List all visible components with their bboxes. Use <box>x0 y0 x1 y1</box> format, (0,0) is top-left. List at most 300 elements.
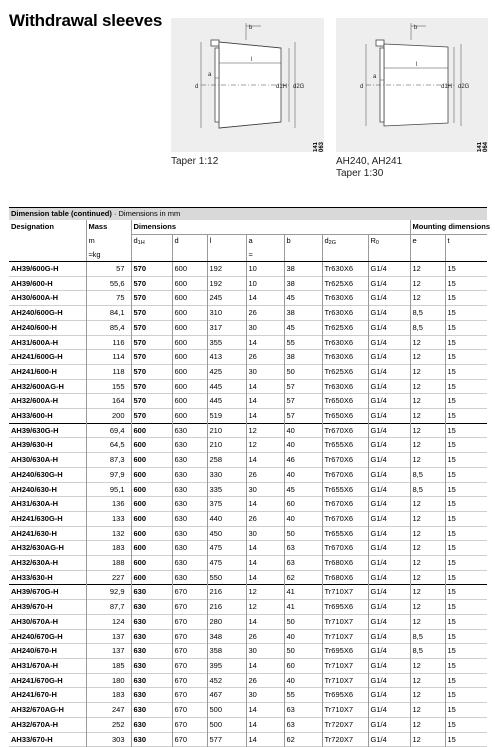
figure-caption: Taper 1:12 <box>171 156 219 167</box>
label-d: d <box>195 84 199 90</box>
cell-b: 45 <box>284 482 322 497</box>
cell-d: 630 <box>172 570 207 585</box>
col-d: d <box>172 235 207 250</box>
table-row <box>9 614 487 629</box>
cell-d2G: Tr670X6 <box>322 541 368 556</box>
cell-designation: AH33/630-H <box>11 572 53 582</box>
table-row <box>9 526 487 541</box>
cell-d2G: Tr710X7 <box>322 703 368 718</box>
cell-mass: 155 <box>86 379 131 394</box>
cell-d: 600 <box>172 262 207 277</box>
cell-d1H: 570 <box>131 262 172 277</box>
cell-t: 15 <box>445 291 487 306</box>
table-row <box>9 394 487 409</box>
table-row <box>9 467 487 482</box>
cell-designation: AH32/630AG-H <box>11 543 64 553</box>
cell-t: 15 <box>445 673 487 688</box>
cell-b: 38 <box>284 276 322 291</box>
figure-caption: AH240, AH241 Taper 1:30 <box>336 156 403 179</box>
cell-d1H: 600 <box>131 497 172 512</box>
table-row <box>9 556 487 571</box>
cell-a: 12 <box>246 600 284 615</box>
cell-b: 38 <box>284 306 322 321</box>
cell-a: 30 <box>246 364 284 379</box>
cell-d: 600 <box>172 379 207 394</box>
cell-b: 50 <box>284 526 322 541</box>
cell-a: 12 <box>246 438 284 453</box>
cell-e: 12 <box>410 688 445 703</box>
cell-d: 630 <box>172 482 207 497</box>
table-row <box>9 717 487 732</box>
cell-d1H: 630 <box>131 673 172 688</box>
cell-l: 310 <box>207 306 246 321</box>
cell-a: 14 <box>246 570 284 585</box>
cell-d2G: Tr695X6 <box>322 644 368 659</box>
cell-a: 14 <box>246 717 284 732</box>
cell-b: 45 <box>284 320 322 335</box>
cell-mass: 124 <box>86 614 131 629</box>
cell-d1H: 600 <box>131 541 172 556</box>
cell-d1H: 630 <box>131 658 172 673</box>
cell-designation: AH39/600G-H <box>11 264 59 273</box>
cell-t: 15 <box>445 703 487 718</box>
cell-e: 12 <box>410 262 445 277</box>
cell-d: 600 <box>172 409 207 424</box>
cell-R0: G1/4 <box>368 262 410 277</box>
cell-R0: G1/4 <box>368 600 410 615</box>
cell-a: 14 <box>246 453 284 468</box>
cell-l: 440 <box>207 511 246 526</box>
cell-d: 600 <box>172 320 207 335</box>
cell-mass: 116 <box>86 335 131 350</box>
cell-l: 210 <box>207 423 246 438</box>
cell-a: 14 <box>246 409 284 424</box>
cell-R0: G1/4 <box>368 350 410 365</box>
cell-mass: 69,4 <box>86 423 131 438</box>
cell-d: 600 <box>172 394 207 409</box>
cell-t: 15 <box>445 585 487 600</box>
cell-a: 30 <box>246 526 284 541</box>
cell-R0: G1/4 <box>368 629 410 644</box>
dimension-table <box>9 207 491 747</box>
cell-b: 55 <box>284 335 322 350</box>
cell-R0: G1/4 <box>368 673 410 688</box>
cell-t: 15 <box>445 717 487 732</box>
table-row <box>9 629 487 644</box>
cell-d2G: Tr655X6 <box>322 526 368 541</box>
sleeve-cross-section-drawing <box>171 18 324 152</box>
cell-designation: AH240/600G-H <box>11 308 63 318</box>
cell-mass: 303 <box>86 732 131 747</box>
cell-a: 14 <box>246 291 284 306</box>
cell-b: 40 <box>284 467 322 482</box>
cell-b: 63 <box>284 556 322 571</box>
cell-d: 600 <box>172 350 207 365</box>
cell-d2G: Tr650X6 <box>322 409 368 424</box>
cell-l: 216 <box>207 600 246 615</box>
cell-d2G: Tr710X7 <box>322 614 368 629</box>
cell-e: 12 <box>410 379 445 394</box>
cell-e: 12 <box>410 600 445 615</box>
cell-l: 375 <box>207 497 246 512</box>
cell-b: 40 <box>284 673 322 688</box>
cell-d1H: 630 <box>131 703 172 718</box>
cell-b: 50 <box>284 644 322 659</box>
col-a-approx: ≈ <box>246 249 284 262</box>
cell-l: 452 <box>207 673 246 688</box>
table-row <box>9 511 487 526</box>
cell-b: 40 <box>284 629 322 644</box>
cell-R0: G1/4 <box>368 423 410 438</box>
cell-e: 12 <box>410 541 445 556</box>
cell-d: 670 <box>172 585 207 600</box>
table-row <box>9 423 487 438</box>
cell-a: 14 <box>246 658 284 673</box>
label-l: l <box>416 62 418 68</box>
cell-d: 670 <box>172 673 207 688</box>
cell-d: 630 <box>172 438 207 453</box>
cell-d: 600 <box>172 335 207 350</box>
cell-l: 210 <box>207 438 246 453</box>
cell-l: 348 <box>207 629 246 644</box>
cell-b: 40 <box>284 438 322 453</box>
cell-e: 8,5 <box>410 629 445 644</box>
cell-mass: 55,6 <box>86 276 131 291</box>
table-row <box>9 320 487 335</box>
cell-mass: 132 <box>86 526 131 541</box>
cell-t: 15 <box>445 658 487 673</box>
cell-e: 12 <box>410 423 445 438</box>
cell-t: 15 <box>445 511 487 526</box>
cell-b: 57 <box>284 394 322 409</box>
cell-t: 15 <box>445 467 487 482</box>
cell-R0: G1/4 <box>368 526 410 541</box>
cell-d2G: Tr630X6 <box>322 291 368 306</box>
cell-designation: AH39/600-H <box>11 278 53 288</box>
cell-d: 630 <box>172 556 207 571</box>
cell-designation: AH32/600AG-H <box>11 381 64 391</box>
cell-b: 62 <box>284 732 322 747</box>
col-designation: Designation <box>11 222 54 231</box>
cell-designation: AH32/670AG-H <box>11 705 64 715</box>
table-row <box>9 658 487 673</box>
cell-d2G: Tr710X7 <box>322 673 368 688</box>
cell-b: 40 <box>284 511 322 526</box>
cell-R0: G1/4 <box>368 394 410 409</box>
label-a: a <box>373 74 377 80</box>
cell-d1H: 570 <box>131 409 172 424</box>
cell-designation: AH33/600-H <box>11 411 53 421</box>
cell-t: 15 <box>445 732 487 747</box>
cell-d: 630 <box>172 453 207 468</box>
col-R0: $R_0$ <box>368 235 410 250</box>
cell-mass: 114 <box>86 350 131 365</box>
table-row <box>9 364 487 379</box>
cell-d1H: 600 <box>131 556 172 571</box>
cell-l: 550 <box>207 570 246 585</box>
cell-e: 12 <box>410 364 445 379</box>
cell-designation: AH39/670-H <box>11 602 53 612</box>
cell-R0: G1/4 <box>368 585 410 600</box>
cell-t: 15 <box>445 453 487 468</box>
cell-designation: AH30/630A-H <box>11 455 59 465</box>
cell-R0: G1/4 <box>368 541 410 556</box>
cell-d1H: 600 <box>131 511 172 526</box>
cell-e: 12 <box>410 409 445 424</box>
cell-l: 335 <box>207 482 246 497</box>
cell-d: 600 <box>172 364 207 379</box>
cell-mass: 75 <box>86 291 131 306</box>
cell-mass: 164 <box>86 394 131 409</box>
cell-mass: 188 <box>86 556 131 571</box>
cell-mass: 136 <box>86 497 131 512</box>
cell-d2G: Tr655X6 <box>322 482 368 497</box>
cell-e: 12 <box>410 526 445 541</box>
cell-e: 12 <box>410 394 445 409</box>
cell-l: 413 <box>207 350 246 365</box>
cell-a: 12 <box>246 423 284 438</box>
cell-t: 15 <box>445 614 487 629</box>
page-title: Withdrawal sleeves <box>9 11 163 30</box>
cell-d: 630 <box>172 467 207 482</box>
cell-e: 12 <box>410 497 445 512</box>
cell-mass: 95,1 <box>86 482 131 497</box>
label-d2G: d2G <box>293 84 305 90</box>
cell-d: 600 <box>172 291 207 306</box>
cell-designation: AH30/600A-H <box>11 293 59 303</box>
cell-designation: AH241/670-H <box>11 690 57 700</box>
cell-e: 12 <box>410 453 445 468</box>
table-row <box>9 350 487 365</box>
cell-designation: AH39/670G-H <box>9 585 86 600</box>
cell-d1H: 570 <box>131 394 172 409</box>
cell-d1H: 630 <box>131 688 172 703</box>
cell-d2G: Tr670X6 <box>322 497 368 512</box>
cell-t: 15 <box>445 526 487 541</box>
cell-d2G: Tr630X6 <box>322 262 368 277</box>
cell-d: 670 <box>172 732 207 747</box>
cell-a: 26 <box>246 306 284 321</box>
cell-d: 630 <box>172 497 207 512</box>
cell-R0: G1/4 <box>368 467 410 482</box>
cell-t: 15 <box>445 379 487 394</box>
cell-b: 45 <box>284 291 322 306</box>
cell-d: 630 <box>172 541 207 556</box>
cell-R0: G1/4 <box>368 306 410 321</box>
cell-d: 670 <box>172 717 207 732</box>
cell-a: 14 <box>246 556 284 571</box>
cell-t: 15 <box>445 335 487 350</box>
cell-d: 670 <box>172 600 207 615</box>
cell-d: 600 <box>172 276 207 291</box>
table-row <box>9 276 487 291</box>
cell-e: 8,5 <box>410 320 445 335</box>
cell-d2G: Tr710X7 <box>322 629 368 644</box>
label-d2G: d2G <box>458 84 470 90</box>
cell-t: 15 <box>445 262 487 277</box>
cell-a: 10 <box>246 276 284 291</box>
col-d1H: $d_{1H}$ <box>131 235 172 250</box>
cell-designation: AH32/630A-H <box>11 558 59 568</box>
cell-designation: AH241/670G-H <box>11 675 63 685</box>
cell-l: 445 <box>207 379 246 394</box>
cell-R0: G1/4 <box>368 703 410 718</box>
cell-d1H: 600 <box>131 453 172 468</box>
cell-R0: G1/4 <box>368 409 410 424</box>
cell-designation: AH240/630G-H <box>11 469 63 479</box>
table-row <box>9 438 487 453</box>
cell-t: 15 <box>445 438 487 453</box>
cell-t: 15 <box>445 409 487 424</box>
cell-d1H: 570 <box>131 335 172 350</box>
cell-l: 317 <box>207 320 246 335</box>
cell-a: 12 <box>246 585 284 600</box>
cell-designation: AH30/670A-H <box>11 616 59 626</box>
cell-d1H: 630 <box>131 732 172 747</box>
cell-l: 216 <box>207 585 246 600</box>
cell-l: 500 <box>207 717 246 732</box>
cell-d1H: 600 <box>131 438 172 453</box>
cell-a: 30 <box>246 688 284 703</box>
cell-b: 63 <box>284 703 322 718</box>
col-b: b <box>284 235 322 250</box>
cell-R0: G1/4 <box>368 453 410 468</box>
cell-e: 12 <box>410 511 445 526</box>
cell-d1H: 570 <box>131 291 172 306</box>
cell-t: 15 <box>445 350 487 365</box>
cell-e: 12 <box>410 438 445 453</box>
cell-R0: G1/4 <box>368 291 410 306</box>
cell-d1H: 570 <box>131 379 172 394</box>
cell-d2G: Tr625X6 <box>322 364 368 379</box>
cell-R0: G1/4 <box>368 482 410 497</box>
cell-e: 8,5 <box>410 482 445 497</box>
cell-b: 60 <box>284 497 322 512</box>
cell-t: 15 <box>445 688 487 703</box>
table-row <box>9 703 487 718</box>
cell-l: 258 <box>207 453 246 468</box>
label-d1H: d1H <box>441 84 453 90</box>
cell-a: 26 <box>246 673 284 688</box>
cell-a: 26 <box>246 629 284 644</box>
cell-a: 14 <box>246 614 284 629</box>
cell-d2G: Tr625X6 <box>322 276 368 291</box>
cell-designation: AH241/630-H <box>11 528 57 538</box>
cell-a: 10 <box>246 262 284 277</box>
cell-designation: AH32/670A-H <box>11 719 59 729</box>
cell-R0: G1/4 <box>368 570 410 585</box>
col-mass-unit: ≈kg <box>86 249 131 262</box>
cell-l: 467 <box>207 688 246 703</box>
cell-b: 57 <box>284 379 322 394</box>
cell-d2G: Tr710X7 <box>322 658 368 673</box>
cell-d: 670 <box>172 614 207 629</box>
cell-a: 30 <box>246 482 284 497</box>
cell-b: 41 <box>284 600 322 615</box>
cell-d2G: Tr630X6 <box>322 306 368 321</box>
sleeve-drawing-taper-12 <box>171 18 324 152</box>
cell-R0: G1/4 <box>368 438 410 453</box>
cell-l: 192 <box>207 262 246 277</box>
cell-mass: 200 <box>86 409 131 424</box>
sleeve-drawing-taper-30 <box>336 18 488 152</box>
col-dimensions: Dimensions <box>131 220 410 235</box>
table-row <box>9 570 487 585</box>
cell-t: 15 <box>445 541 487 556</box>
cell-mass: 92,9 <box>86 585 131 600</box>
cell-b: 50 <box>284 614 322 629</box>
cell-mass: 183 <box>86 541 131 556</box>
sleeve-cross-section-drawing <box>336 18 488 152</box>
cell-a: 14 <box>246 379 284 394</box>
cell-e: 12 <box>410 673 445 688</box>
cell-e: 12 <box>410 614 445 629</box>
cell-d2G: Tr680X6 <box>322 556 368 571</box>
cell-d2G: Tr625X6 <box>322 320 368 335</box>
cell-t: 15 <box>445 600 487 615</box>
col-d2G: $d_{2G}$ <box>322 235 368 250</box>
table-row <box>9 291 487 306</box>
figure-code: 141 063 <box>313 141 325 152</box>
cell-e: 12 <box>410 350 445 365</box>
cell-l: 355 <box>207 335 246 350</box>
label-b: b <box>414 25 418 31</box>
cell-l: 450 <box>207 526 246 541</box>
cell-b: 40 <box>284 423 322 438</box>
cell-b: 63 <box>284 541 322 556</box>
table-row <box>9 482 487 497</box>
col-mass-m: m <box>86 235 131 250</box>
cell-t: 15 <box>445 629 487 644</box>
cell-d2G: Tr655X6 <box>322 438 368 453</box>
cell-designation: AH31/670A-H <box>11 660 59 670</box>
cell-d2G: Tr650X6 <box>322 394 368 409</box>
cell-designation: AH33/670-H <box>11 734 53 744</box>
cell-R0: G1/4 <box>368 732 410 747</box>
table-row <box>9 644 487 659</box>
cell-d: 670 <box>172 703 207 718</box>
cell-R0: G1/4 <box>368 658 410 673</box>
cell-d1H: 570 <box>131 320 172 335</box>
cell-b: 55 <box>284 688 322 703</box>
cell-d1H: 630 <box>131 629 172 644</box>
cell-a: 14 <box>246 497 284 512</box>
table-row <box>9 497 487 512</box>
cell-d: 600 <box>172 306 207 321</box>
cell-mass: 133 <box>86 511 131 526</box>
cell-l: 475 <box>207 556 246 571</box>
cell-R0: G1/4 <box>368 497 410 512</box>
cell-mass: 85,4 <box>86 320 131 335</box>
cell-d1H: 600 <box>131 423 172 438</box>
cell-d2G: Tr720X7 <box>322 717 368 732</box>
cell-designation: AH31/600A-H <box>11 337 59 347</box>
table-row <box>9 335 487 350</box>
cell-t: 15 <box>445 497 487 512</box>
cell-t: 15 <box>445 394 487 409</box>
cell-d1H: 570 <box>131 364 172 379</box>
cell-mass: 57 <box>86 262 131 277</box>
cell-b: 60 <box>284 658 322 673</box>
cell-a: 14 <box>246 732 284 747</box>
cell-d2G: Tr630X6 <box>322 379 368 394</box>
cell-R0: G1/4 <box>368 379 410 394</box>
cell-designation: AH240/670-H <box>11 646 57 656</box>
cell-mass: 84,1 <box>86 306 131 321</box>
col-mass: Mass <box>86 220 131 235</box>
label-a: a <box>208 72 212 78</box>
cell-t: 15 <box>445 570 487 585</box>
